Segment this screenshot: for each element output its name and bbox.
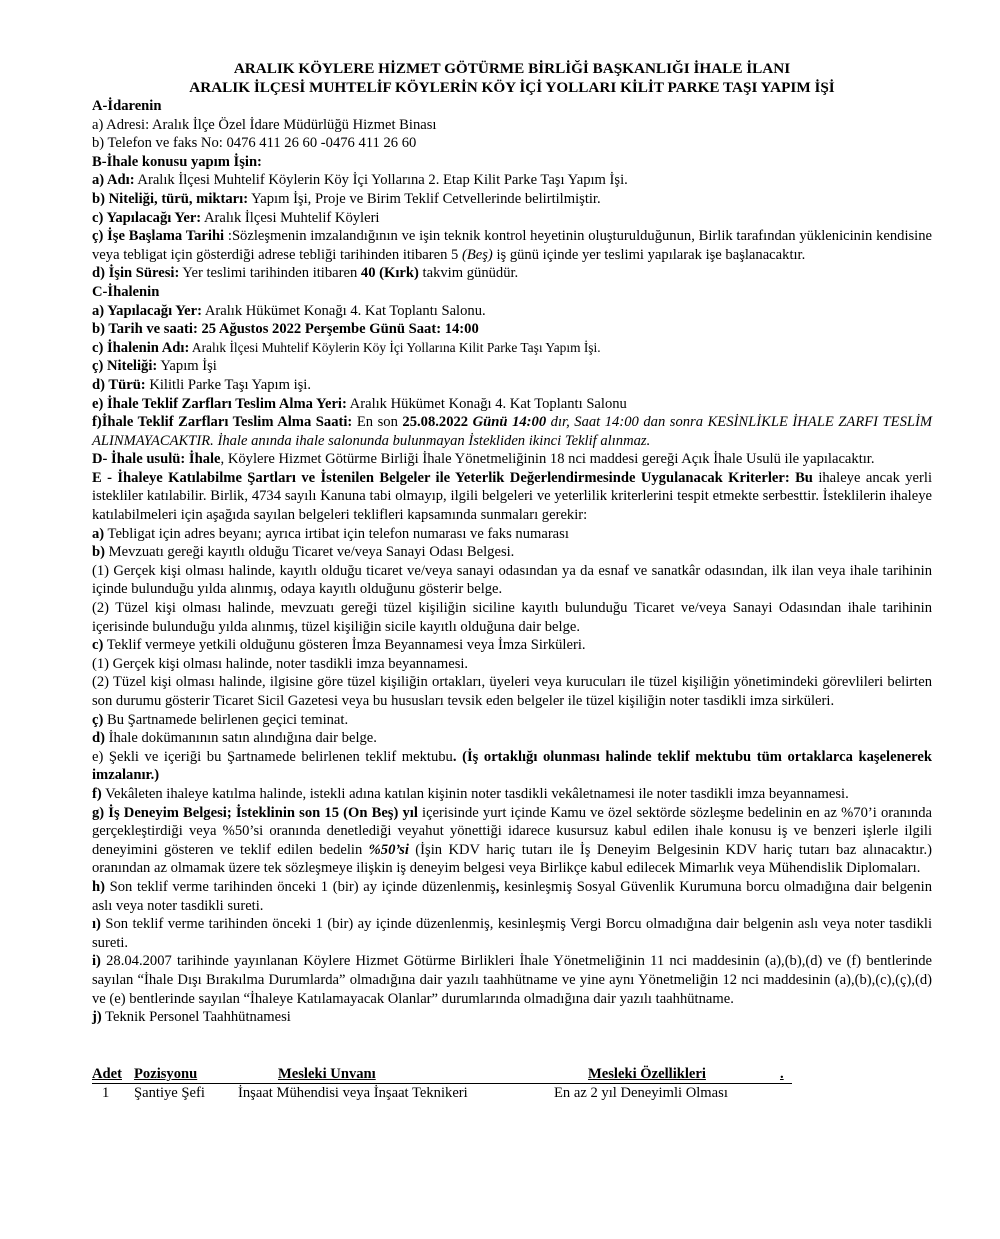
table-header-title: Mesleki Unvanı (278, 1065, 376, 1082)
section-c-envelope-place: e) İhale Teklif Zarfları Teslim Alma Yeri: Aralık Hükümet Konağı 4. Kat Toplantı Salonu (92, 395, 627, 412)
table-header-position: Pozisyonu (134, 1065, 198, 1082)
section-c-date: b) Tarih ve saati: 25 Ağustos 2022 Perşembe Günü Saat: 14:00 (92, 321, 479, 338)
personnel-table (92, 1065, 932, 1105)
section-e-item-b1: (1) Gerçek kişi olması halinde, kayıtlı olduğu ticaret ve/veya sanayi odasından ya da esnaf ve sanatkâr odasından, ilk ilan veya ihale tarihinin içinde bulunduğu yılda alınmış, odaya kayıtlı olduğunu gösterir belge. (92, 562, 932, 598)
section-c-envelope-time: f)İhale Teklif Zarfları Teslim Alma Saati: En son 25.08.2022 Günü 14:00 dır, Saat 14:00 dan sonra KESİNLİKLE İHALE ZARFI TESLİM ALINMAYACAKTIR. İhale anında ihale salonunda bulunmayan İstekliden ikinci Teklif alınmaz. (92, 414, 933, 449)
section-e-item-i-dotless: ı) Son teklif verme tarihinden önceki 1 (bir) ay içinde düzenlenmiş, kesinleşmiş Vergi Borcu olmadığına dair belgenin aslı veya noter tasdikli sureti. (92, 916, 932, 951)
table-cell-qualifications: En az 2 yıl Deneyimli Olması (554, 1084, 728, 1101)
section-e-item-j: j) Teknik Personel Taahhütnamesi (92, 1009, 291, 1026)
section-c-place: a) Yapılacağı Yer: Aralık Hükümet Konağı 4. Kat Toplantı Salonu. (92, 302, 486, 319)
section-a-phone: b) Telefon ve faks No: 0476 411 26 60 -0476 411 26 60 (92, 135, 417, 152)
section-e-item-i: i) 28.04.2007 tarihinde yayınlanan Köylere Hizmet Götürme Birlikleri İhale Yönetmeliğinin 11 nci maddesinin (a),(b),(d) ve (f) bentlerinde sayılan “İhale Dışı Bırakılma Durumlarda” olmadığına dair yazılı taahhütname ve yine aynı Yönetmeliğin 12 nci maddesinin (a),(b),(c),(ç),(d) ve (e) bentlerinde sayılan “İhaleye Katılamayacak Olanlar” durumlarında olmadığına dair yazılı taahhütname. (92, 953, 932, 1007)
section-e-item-d: d) İhale dokümanının satın alındığına dair belge. (92, 730, 377, 747)
section-e-item-c: c) Teklif vermeye yetkili olduğunu gösteren İmza Beyannamesi veya İmza Sirküleri. (92, 637, 586, 654)
section-e-item-cc: ç) Bu Şartnamede belirlenen geçici teminat. (92, 711, 349, 728)
section-c-name: c) İhalenin Adı: Aralık İlçesi Muhtelif Köylerin Köy İçi Yollarına Kilit Parke Taşı Yapım İşi. (92, 339, 601, 356)
section-b-nature: b) Niteliği, türü, miktarı: Yapım İşi, Proje ve Birim Teklif Cetvellerinde belirtilmiştir. (92, 190, 601, 207)
section-e-item-b2: (2) Tüzel kişi olması halinde, mevzuatı gereği tüzel kişiliğin siciline kayıtlı bulunduğu Ticaret ve/veya Sanayi Odasından ihale tarihinin içerisinde bulunduğu yılda alınmış, tüzel kişiliğin sicile kayıtlı olduğuna dair belge. (92, 600, 932, 635)
title-line-2: ARALIK İLÇESİ MUHTELİF KÖYLERİN KÖY İÇİ YOLLARI KİLİT PARKE TAŞI YAPIM İŞİ (189, 78, 835, 96)
table-header-dot: . (780, 1065, 784, 1082)
section-e-item-a: a) Tebligat için adres beyanı; ayrıca irtibat için telefon numarası ve faks numarası (92, 525, 569, 542)
section-a-heading: A-İdarenin (92, 98, 162, 114)
table-cell-title: İnşaat Mühendisi veya İnşaat Teknikeri (238, 1084, 468, 1101)
announcement-document (92, 60, 932, 1105)
section-c-nature: ç) Niteliği: Yapım İşi (92, 358, 217, 375)
section-e-item-f: f) Vekâleten ihaleye katılma halinde, istekli adına katılan kişinin noter tasdikli vekâletnamesi ile noter tasdikli imza beyannamesi. (92, 785, 849, 802)
section-b-duration: d) İşin Süresi: Yer teslimi tarihinden itibaren 40 (Kırk) takvim günüdür. (92, 265, 519, 282)
table-cell-position: Şantiye Şefi (134, 1084, 205, 1101)
section-d-method: D- İhale usulü: İhale, Köylere Hizmet Götürme Birliği İhale Yönetmeliğinin 18 nci maddesi gereği Açık İhale Usulü ile yapılacaktır. (92, 451, 875, 468)
section-e-item-g: g) İş Deneyim Belgesi; İsteklinin son 15 (On Beş) yıl içerisinde yurt içinde Kamu ve özel sektörde sözleşme bedelinin en az %70’i oranında gerçekleştirdiği veya %50’si oranında denetlediği veyahut yönettiği idarece kusursuz kabul edilen ihale konusu iş ve benzeri işlerle ilgili deneyimini gösteren ve teklif edilen bedelin %50’si (İşin KDV hariç tutarı ile İş Deneyim Belgesinin KDV hariç tutarı baz alınacaktır.) oranından az olmamak üzere tek sözleşmeye ilişkin iş deneyim belgesi veya Birlikçe kabul edilecek Mimarlık veya Mühendislik Diplomaları. (92, 804, 933, 877)
section-e-item-c2: (2) Tüzel kişi olması halinde, ilgisine göre tüzel kişiliğin ortakları, üyeleri veya kurucuları ile tüzel kişiliğin yönetimindeki görevlileri belirten son durumu gösterir Ticaret Sicil Gazetesi veya bu hususları tevsik eden belgeler ile tüzel kişiliğin noter tasdikli imza sirküleri. (92, 674, 932, 709)
table-header-count: Adet (92, 1065, 122, 1082)
section-b-heading: B-İhale konusu yapım İşin: (92, 153, 262, 170)
section-e-item-e: e) Şekli ve içeriği bu Şartnamede belirlenen teklif mektubu. (İş ortaklığı olunması halinde teklif mektubu tüm ortaklarca kaşelenerek imzalanır.) (92, 748, 932, 784)
title-line-1: ARALIK KÖYLERE HİZMET GÖTÜRME BİRLİĞİ BAŞKANLIĞI İHALE İLANI (233, 60, 791, 77)
table-cell-count: 1 (102, 1084, 110, 1101)
section-e-intro: E - İhaleye Katılabilme Şartları ve İstenilen Belgeler ile Yeterlik Değerlendirmesinde Uygulanacak Kriterler: Bu ihaleye ancak yerli istekliler katılabilir. Birlik, 4734 sayılı Kanuna tabi olmayıp, ilgili belgeleri ve yeterlilik kriterlerini tespit etmekte serbesttir. İsteklilerin ihaleye katılabilmeleri için aşağıda sayılan belgeleri teklifleri kapsamında sunmaları gerekir: (92, 469, 932, 524)
section-b-name: a) Adı: Aralık İlçesi Muhtelif Köylerin Köy İçi Yollarına 2. Etap Kilit Parke Taşı Yapım İşi. (92, 172, 628, 189)
document-title (92, 60, 932, 97)
section-b-start: ç) İşe Başlama Tarihi :Sözleşmenin imzalandığının ve işin teknik kontrol heyetinin oluşturulduğunun, Birlik tarafından yüklenicinin kendisine veya tebligat için gösterdiği adrese tebliği tarihinden itibaren 5 (Beş) iş günü içinde yer teslimi yapılarak işe başlanacaktır. (92, 228, 933, 263)
section-e-item-b: b) Mevzuatı gereği kayıtlı olduğu Ticaret ve/veya Sanayi Odası Belgesi. (92, 544, 515, 561)
section-c-type: d) Türü: Kilitli Parke Taşı Yapım işi. (92, 376, 312, 393)
section-e-item-c1: (1) Gerçek kişi olması halinde, noter tasdikli imza beyannamesi. (92, 655, 469, 672)
section-c-heading: C-İhalenin (92, 283, 160, 300)
section-a-address: a) Adresi: Aralık İlçe Özel İdare Müdürlüğü Hizmet Binası (92, 116, 437, 133)
section-e-item-h: h) Son teklif verme tarihinden önceki 1 (bir) ay içinde düzenlenmiş, kesinleşmiş Sosyal Güvenlik Kurumuna borcu olmadığına dair belgenin aslı veya noter tasdikli sureti. (92, 878, 932, 914)
section-b-place: c) Yapılacağı Yer: Aralık İlçesi Muhtelif Köyleri (92, 209, 380, 226)
table-header-qualifications: Mesleki Özellikleri (588, 1065, 706, 1082)
